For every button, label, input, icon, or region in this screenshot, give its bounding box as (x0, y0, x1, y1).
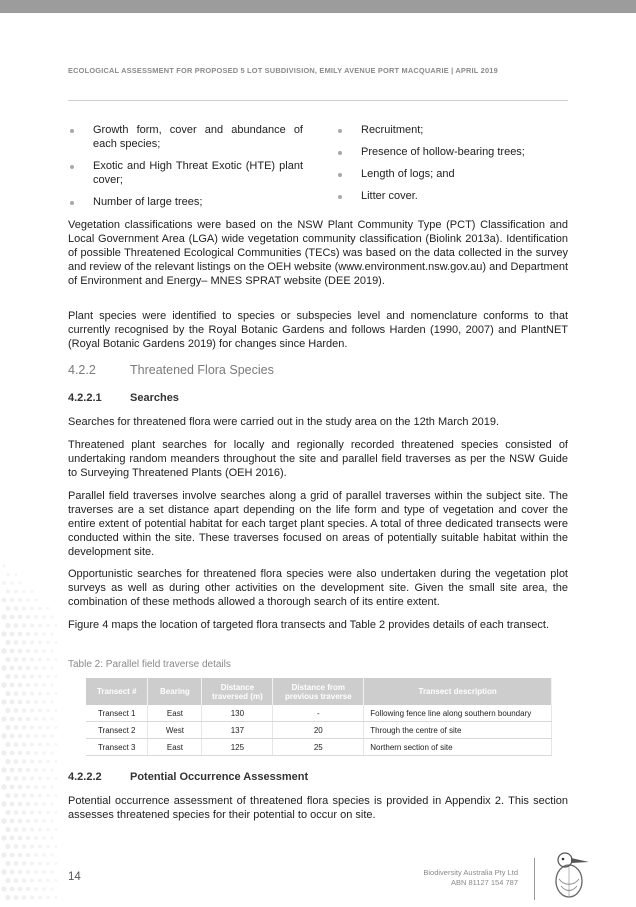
top-band (0, 0, 636, 13)
section-number: 4.2.2.1 (68, 392, 102, 404)
table-cell: Northern section of site (364, 739, 552, 756)
list-item: Length of logs; and (336, 167, 568, 181)
section-heading-4-2-2-2 (68, 771, 308, 783)
table-cell: 25 (273, 739, 364, 756)
column-header: Distance traversed (m) (202, 678, 273, 705)
section-number: 4.2.2 (68, 363, 96, 377)
paragraph-search-method: Threatened plant searches for locally and regionally recorded threatened species consisted of undertaking random meanders throughout the site and parallel field traverses as per the NSW Guide to Surveying Threatened Plants (OEH 2016). (68, 439, 568, 479)
section-title: Searches (130, 392, 179, 404)
table-cell: East (148, 739, 202, 756)
table-cell: East (148, 705, 202, 722)
section-title: Threatened Flora Species (130, 363, 274, 377)
kookaburra-logo-icon (544, 848, 594, 903)
footer-divider (534, 858, 535, 900)
table-cell: Transect 3 (86, 739, 148, 756)
section-heading-4-2-2-1 (68, 392, 179, 404)
footer-company-block (423, 868, 518, 888)
page-number: 14 (68, 871, 81, 883)
table-header-row (86, 678, 552, 705)
paragraph-figure-reference: Figure 4 maps the location of targeted flora transects and Table 2 provides details of each transect. (68, 619, 550, 631)
traverse-table (86, 678, 552, 756)
bullet-list-right (336, 123, 568, 211)
decorative-dots (0, 560, 70, 907)
paragraph-search-date: Searches for threatened flora were carried out in the study area on the 12th March 2019. (68, 416, 500, 428)
list-item: Growth form, cover and abundance of each species; (68, 123, 303, 151)
table-cell: 137 (202, 722, 273, 739)
table-cell: Through the centre of site (364, 722, 552, 739)
list-item: Number of large trees; (68, 195, 303, 209)
running-header: ECOLOGICAL ASSESSMENT FOR PROPOSED 5 LOT SUBDIVISION, EMILY AVENUE PORT MACQUARIE | APRIL 2019 (68, 66, 498, 75)
column-header: Transect description (364, 678, 552, 705)
column-header: Distance from previous traverse (273, 678, 364, 705)
paragraph-opportunistic-searches: Opportunistic searches for threatened flora species were also undertaken during the vegetation plot surveys as well as during other activities on the development site. Given the small site area, the combination of these methods allowed a thorough search of its entire extent. (68, 568, 568, 608)
table-cell: - (273, 705, 364, 722)
table-cell: 125 (202, 739, 273, 756)
table-cell: 20 (273, 722, 364, 739)
column-header: Transect # (86, 678, 148, 705)
table-cell: 130 (202, 705, 273, 722)
table-cell: West (148, 722, 202, 739)
list-item: Recruitment; (336, 123, 568, 137)
list-item: Litter cover. (336, 189, 568, 203)
list-item: Exotic and High Threat Exotic (HTE) plant cover; (68, 159, 303, 187)
bullet-list-left (68, 123, 303, 217)
paragraph-plant-nomenclature: Plant species were identified to species or subspecies level and nomenclature conforms to that currently recognised by the Royal Botanic Gardens and follows Harden (1990, 2007) and PlantNET (Royal Botanic Gardens 2019) for changes since Harden. (68, 310, 568, 350)
list-item: Presence of hollow-bearing trees; (336, 145, 568, 159)
company-abn: ABN 81127 154 787 (451, 878, 518, 887)
company-name: Biodiversity Australia Pty Ltd (423, 868, 518, 877)
section-number: 4.2.2.2 (68, 771, 102, 783)
table-cell: Following fence line along southern boundary (364, 705, 552, 722)
paragraph-occurrence-assessment: Potential occurrence assessment of threatened flora species is provided in Appendix 2. This section assesses threatened species for their potential to occur on site. (68, 795, 568, 821)
table-cell: Transect 1 (86, 705, 148, 722)
header-divider (68, 100, 568, 101)
table-row (86, 722, 552, 739)
column-header: Bearing (148, 678, 202, 705)
paragraph-parallel-traverses: Parallel field traverses involve searches along a grid of parallel traverses within the subject site. The traverses are a set distance apart depending on the life form and type of vegetation and cover the entire extent of potential habitat for each target plant species. A total of three dedicated transects were conducted within the site. These traverses focused on areas of potentially suitable habitat within the development site. (68, 490, 568, 558)
table-row (86, 705, 552, 722)
section-heading-4-2-2 (68, 363, 274, 377)
section-title: Potential Occurrence Assessment (130, 771, 309, 783)
paragraph-vegetation-classification: Vegetation classifications were based on the NSW Plant Community Type (PCT) Classification and Local Government Area (LGA) wide vegetation community classification (Biolink 2013a). Identification of possible Threatened Ecological Communities (TECs) was based on the data collected in the survey and review of the relevant listings on the OEH website (www.environment.nsw.gov.au) and Department of Environment and Energy– MNES SPRAT website (DEE 2019). (68, 219, 568, 287)
table-cell: Transect 2 (86, 722, 148, 739)
table-row (86, 739, 552, 756)
table-caption: Table 2: Parallel field traverse details (68, 659, 231, 670)
